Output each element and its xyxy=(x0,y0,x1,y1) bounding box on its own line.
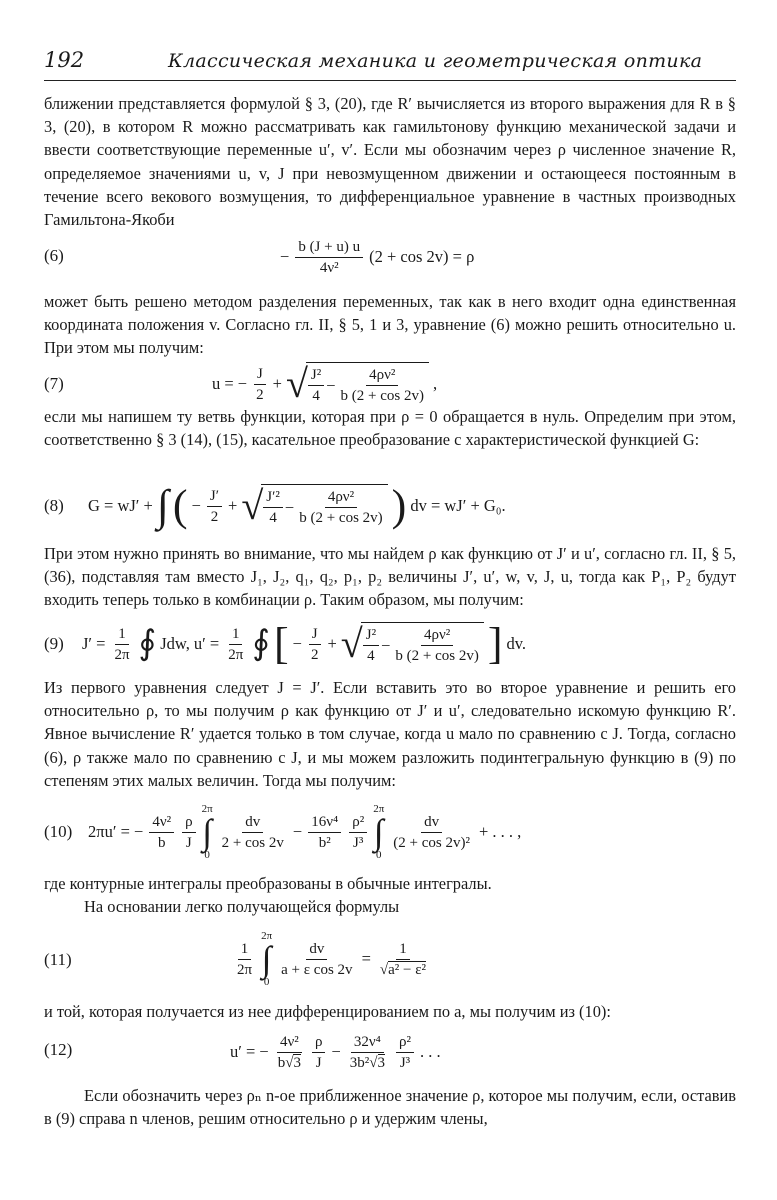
contour-integral-sign: ∮ xyxy=(138,625,157,662)
minus-sign: − xyxy=(292,634,302,653)
series-tail: + . . . , xyxy=(478,822,522,841)
fraction xyxy=(263,487,283,528)
radical-sign-icon: √ xyxy=(241,483,264,528)
equation-body xyxy=(280,232,474,282)
minus-sign: − xyxy=(326,375,336,395)
definite-integral xyxy=(261,930,272,988)
running-title: Классическая механика и геометрическая оптика xyxy=(168,50,703,72)
equation-number: (11) xyxy=(44,950,72,969)
plus-sign: + xyxy=(272,374,282,393)
numerator: 32ν⁴ xyxy=(351,1032,384,1053)
fraction xyxy=(234,939,255,980)
fraction xyxy=(253,364,267,405)
series-tail: . . . xyxy=(420,1042,441,1061)
radicand xyxy=(361,622,484,666)
integral-sign: ∫ xyxy=(202,812,213,852)
plus-sign: + xyxy=(327,634,337,653)
radical-sign-icon: √ xyxy=(379,961,389,978)
lhs: u′ = − xyxy=(230,1042,269,1061)
rhs: dv. xyxy=(506,634,527,653)
minus-sign: − xyxy=(292,822,303,841)
equation-12 xyxy=(44,1024,736,1080)
denominator: 2π xyxy=(228,646,244,663)
paragraph-1: ближении представляется формулой § 3, (20), где R′ вычисляется из второго выражения для R в § 3, (20), в котором R можно рассматривать как гамильтонову функцию механической задачи и ввести соответствующие переменные u′, v′. Если мы обозначим через ρ численное значение R, определяемое значениями u, v, J при невозмущенном движении и остающееся постоянным в течение всего векового возмущения, то дифференциальное уравнение в частных производных Гамильтона-Якоби xyxy=(44,94,736,230)
definite-integral xyxy=(373,803,384,861)
lhs-u: u′ = xyxy=(193,634,220,653)
denominator: 4 xyxy=(367,648,375,664)
numerator: b (J + u) u xyxy=(295,237,363,258)
numerator: dv xyxy=(306,939,327,960)
radicand: a² − ε² xyxy=(388,961,427,978)
radicand xyxy=(306,362,429,406)
denominator: 4ν² xyxy=(319,259,339,276)
equation-8 xyxy=(44,476,736,536)
lhs: 2πu′ = − xyxy=(88,822,144,841)
radicand xyxy=(261,484,387,528)
radical-sign-icon: √ xyxy=(369,1054,378,1071)
radical-sign-icon: √ xyxy=(285,361,308,406)
fraction xyxy=(347,1032,388,1073)
lhs-j: J′ = xyxy=(82,634,106,653)
radical-sign-icon: √ xyxy=(285,1054,294,1071)
paragraph-2: может быть решено методом разделения переменных, так как в него входит одна единственная координата положения v. Согласно гл. II, § 5, 1 и 3, уравнение (6) можно решить относительно u. При этом мы получим: xyxy=(44,292,736,358)
fraction xyxy=(308,365,324,406)
numerator: 1 xyxy=(115,624,129,645)
radicand: 3 xyxy=(293,1054,301,1071)
fraction xyxy=(149,812,174,853)
lhs: u = − xyxy=(212,374,248,393)
numerator: 4ρν² xyxy=(421,625,453,646)
denominator: 4 xyxy=(312,388,320,404)
integral-sign: ∫ xyxy=(261,939,272,979)
radical-sign-icon: √ xyxy=(340,621,363,666)
open-paren: ( xyxy=(172,481,188,530)
fraction xyxy=(275,1032,304,1073)
denominator: b xyxy=(157,834,166,851)
page-header xyxy=(44,44,736,81)
denominator: b² xyxy=(318,834,331,851)
denominator: 2 xyxy=(256,386,264,403)
fraction xyxy=(111,624,132,665)
numerator: ρ² xyxy=(396,1032,414,1053)
equation-body xyxy=(82,614,526,674)
equation-number: (8) xyxy=(44,496,64,515)
fraction xyxy=(349,812,367,853)
numerator: 4ρν² xyxy=(325,487,357,508)
equation-body xyxy=(230,1024,441,1080)
numerator: 4ν² xyxy=(149,812,174,833)
denominator: 2 xyxy=(210,508,219,525)
numerator: J′ xyxy=(207,486,222,507)
equation-7 xyxy=(44,356,736,412)
denominator: b (2 + cos 2v) xyxy=(299,510,383,526)
denominator xyxy=(347,1053,388,1073)
fraction xyxy=(338,365,427,406)
equation-10 xyxy=(44,796,736,868)
lower-limit: 0 xyxy=(375,849,382,861)
equation-number: (10) xyxy=(44,822,73,841)
fraction xyxy=(296,487,385,528)
equation-number: (9) xyxy=(44,634,64,653)
equation-number: (12) xyxy=(44,1040,73,1059)
fraction xyxy=(396,1032,414,1073)
denominator: 2π xyxy=(114,646,130,663)
upper-limit: 2π xyxy=(261,930,273,942)
numerator: J′² xyxy=(263,487,283,508)
definite-integral xyxy=(202,803,213,861)
denominator: b (2 + cos 2v) xyxy=(340,388,424,404)
equation-number: (6) xyxy=(44,246,64,265)
fraction xyxy=(207,486,222,527)
numerator: 16ν⁴ xyxy=(308,812,341,833)
trailing-comma: , xyxy=(433,374,438,393)
numerator: 1 xyxy=(396,939,410,960)
fraction xyxy=(278,939,355,980)
lower-limit: 0 xyxy=(204,849,210,861)
denominator: J xyxy=(315,1054,322,1071)
equation-9 xyxy=(44,614,736,674)
lower-limit: 0 xyxy=(263,976,270,988)
paragraph-5: Из первого уравнения следует J = J′. Если вставить это во второе уравнение и решить его относительно ρ, то мы получим ρ как функцию от J′ и u′, следовательно искомую функцию R′. Явное вычисление R′ удается только в том случае, когда u мало по сравнению с J. Тогда, согласно (6), ρ также мало по сравнению с J, и мы можем разложить подинтегральную функцию в (9) по степеням этих малых величин. Тогда мы получим: xyxy=(44,678,736,790)
fraction xyxy=(308,812,341,853)
denominator-factor: b xyxy=(277,1054,286,1071)
fraction xyxy=(392,625,481,666)
integral-sign: ∫ xyxy=(373,812,384,852)
fraction xyxy=(308,624,322,665)
equation-body xyxy=(232,922,431,996)
minus-sign: − xyxy=(381,635,391,655)
minus-sign: − xyxy=(191,496,201,515)
equation-body xyxy=(88,796,521,868)
equation-rest: (2 + cos 2v) = ρ xyxy=(369,247,475,266)
denominator: J³ xyxy=(399,1054,411,1071)
close-bracket: ] xyxy=(487,619,503,668)
integral-sign: ∫ xyxy=(156,481,169,530)
denominator: J³ xyxy=(353,834,364,851)
denominator: 2 + cos 2v xyxy=(221,834,284,851)
close-paren: ) xyxy=(391,481,407,530)
paragraph-7: На основании легко получающейся формулы xyxy=(84,897,400,916)
numerator: ρ² xyxy=(349,812,367,833)
denominator xyxy=(275,1053,304,1073)
page-number: 192 xyxy=(44,48,85,72)
integrand-j: Jdw, xyxy=(160,634,190,653)
fraction xyxy=(295,237,363,278)
numerator: J² xyxy=(308,365,324,386)
denominator: (2 + cos 2v)² xyxy=(393,834,470,851)
numerator: ρ xyxy=(182,812,196,833)
numerator: J xyxy=(309,624,321,645)
denominator: b (2 + cos 2v) xyxy=(395,648,479,664)
equation-body xyxy=(88,476,506,536)
numerator: 4ρν² xyxy=(366,365,398,386)
equation-6 xyxy=(44,232,736,282)
minus-sign: − xyxy=(284,497,295,517)
square-root xyxy=(241,484,387,528)
denominator-factor: 3b² xyxy=(349,1054,370,1071)
denominator xyxy=(377,960,429,980)
numerator: 1 xyxy=(229,624,243,645)
equation-11 xyxy=(44,922,736,996)
numerator: J² xyxy=(363,625,379,646)
contour-integral-sign: ∮ xyxy=(252,625,270,662)
denominator: 4 xyxy=(269,510,277,526)
denominator: 2 xyxy=(310,646,319,663)
radicand: 3 xyxy=(377,1054,386,1071)
paragraph-4: При этом нужно принять во внимание, что мы найдем ρ как функцию от J′ и u′, согласно гл. II, § 5, (36), подставляя там вместо J₁, J₂, q₁, q₂, p₁, p₂ величины J′, u′, w, v, J, u, тогда как P₁, P₂ будут входить теперь только в комбинации ρ. Таким образом, мы получим: xyxy=(44,544,736,610)
numerator: ρ xyxy=(312,1032,326,1053)
fraction xyxy=(390,812,473,853)
paragraph-6: где контурные интегралы преобразованы в обычные интегралы. xyxy=(44,874,492,893)
fraction xyxy=(312,1032,326,1073)
fraction xyxy=(377,939,429,980)
numerator: dv xyxy=(421,812,442,833)
upper-limit: 2π xyxy=(201,803,213,815)
numerator: 1 xyxy=(238,939,252,960)
plus-sign: + xyxy=(228,496,238,515)
square-root xyxy=(341,622,484,666)
numerator: dv xyxy=(242,812,263,833)
minus-sign: − xyxy=(331,1042,341,1061)
minus-sign: − xyxy=(280,247,290,266)
equation-body xyxy=(212,356,437,412)
paragraph-8: и той, которая получается из нее дифференцированием по a, мы получим из (10): xyxy=(44,1002,611,1021)
square-root xyxy=(286,362,429,406)
fraction xyxy=(182,812,196,853)
open-bracket: [ xyxy=(274,619,289,668)
numerator: J xyxy=(254,364,266,385)
fraction xyxy=(219,812,287,853)
lhs: G = wJ′ + xyxy=(88,496,153,515)
equation-number: (7) xyxy=(44,374,64,393)
upper-limit: 2π xyxy=(373,803,385,815)
denominator: a + ε cos 2v xyxy=(281,961,353,978)
denominator: 2π xyxy=(237,961,253,978)
denominator: J xyxy=(185,834,192,851)
fraction xyxy=(363,625,379,666)
paragraph-9: Если обозначить через ρₙ n-ое приближенное значение ρ, которое мы получим, если, оставив в (9) справа n членов, решим относительно ρ и удержим члены, xyxy=(44,1086,736,1129)
rhs: dv = wJ′ + G₀. xyxy=(410,496,506,515)
equals-sign: = xyxy=(361,949,371,968)
paragraph-3: если мы напишем ту ветвь функции, которая при ρ = 0 обращается в нуль. Определим при этом, соответственно § 3 (14), (15), касательное преобразование с характеристической функцией G: xyxy=(44,407,736,450)
numerator: 4ν² xyxy=(277,1032,302,1053)
fraction xyxy=(225,624,246,665)
